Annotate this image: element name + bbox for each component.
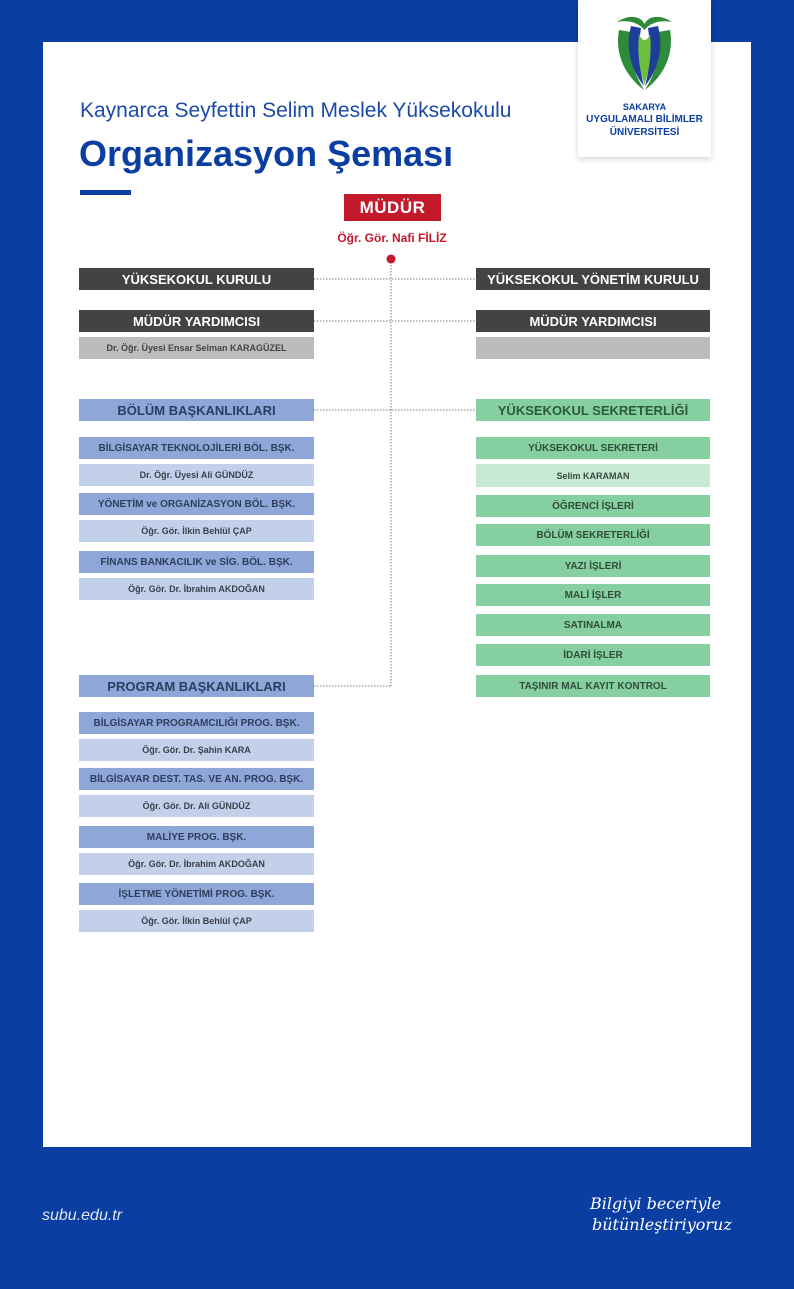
unit-box-finance[interactable]: MALİ İŞLER	[476, 584, 710, 606]
deputy-director-left-box[interactable]: MÜDÜR YARDIMCISI	[79, 310, 314, 332]
school-secretary-name: Selim KARAMAN	[476, 464, 710, 487]
director-name: Öğr. Gör. Nafi FİLİZ	[337, 231, 447, 245]
school-secretary-box[interactable]: YÜKSEKOKUL SEKRETERİ	[476, 437, 710, 459]
program-head-name: Öğr. Gör. Dr. Ali GÜNDÜZ	[79, 795, 314, 817]
program-head-name: Öğr. Gör. Dr. Şahin KARA	[79, 739, 314, 761]
department-title[interactable]: YÖNETİM ve ORGANİZASYON BÖL. BŞK.	[79, 493, 314, 515]
program-head-name: Öğr. Gör. Dr. İbrahim AKDOĞAN	[79, 853, 314, 875]
slogan-line2: bütünleştiriyoruz	[592, 1215, 732, 1234]
departments-header[interactable]: BÖLÜM BAŞKANLIKLARI	[79, 399, 314, 421]
department-title[interactable]: BİLGİSAYAR TEKNOLOJİLERİ BÖL. BŞK.	[79, 437, 314, 459]
logo-text-line2: UYGULAMALI BİLİMLER	[586, 114, 703, 125]
deputy-director-right-box[interactable]: MÜDÜR YARDIMCISI	[476, 310, 710, 332]
department-head-name: Öğr. Gör. İlkin Behlül ÇAP	[79, 520, 314, 542]
program-title[interactable]: BİLGİSAYAR PROGRAMCILIĞI PROG. BŞK.	[79, 712, 314, 734]
department-title[interactable]: FİNANS BANKACILIK ve SİG. BÖL. BŞK.	[79, 551, 314, 573]
program-head-name: Öğr. Gör. İlkin Behlül ÇAP	[79, 910, 314, 932]
unit-box-administrative[interactable]: İDARİ İŞLER	[476, 644, 710, 666]
website-link[interactable]: subu.edu.tr	[42, 1207, 123, 1224]
school-board-box[interactable]: YÜKSEKOKUL KURULU	[79, 268, 314, 290]
program-title[interactable]: MALİYE PROG. BŞK.	[79, 826, 314, 848]
slogan	[590, 1193, 760, 1235]
department-head-name: Dr. Öğr. Üyesi Ali GÜNDÜZ	[79, 464, 314, 486]
program-title[interactable]: BİLGİSAYAR DEST. TAS. VE AN. PROG. BŞK.	[79, 768, 314, 790]
school-subtitle: Kaynarca Seyfettin Selim Meslek Yüksekokulu	[80, 99, 512, 122]
slogan-line1: Bilgiyi beceriyle	[590, 1194, 722, 1213]
deputy-director-right-name	[476, 337, 710, 359]
unit-box-department-secretariat[interactable]: BÖLÜM SEKRETERLİĞİ	[476, 524, 710, 546]
unit-box-student-affairs[interactable]: ÖĞRENCİ İŞLERİ	[476, 495, 710, 517]
director-node	[387, 255, 396, 264]
secretariat-header[interactable]: YÜKSEKOKUL SEKRETERLİĞİ	[476, 399, 710, 421]
unit-box-movable-property[interactable]: TAŞINIR MAL KAYIT KONTROL	[476, 675, 710, 697]
programs-header[interactable]: PROGRAM BAŞKANLIKLARI	[79, 675, 314, 697]
program-title[interactable]: İŞLETME YÖNETİMİ PROG. BŞK.	[79, 883, 314, 905]
logo-text-line1: SAKARYA	[622, 102, 667, 112]
page-title: Organizasyon Şeması	[79, 133, 454, 174]
deputy-director-left-name: Dr. Öğr. Üyesi Ensar Selman KARAGÜZEL	[79, 337, 314, 359]
director-box[interactable]: MÜDÜR	[344, 194, 441, 221]
unit-box-correspondence[interactable]: YAZI İŞLERİ	[476, 555, 710, 577]
management-board-box[interactable]: YÜKSEKOKUL YÖNETİM KURULU	[476, 268, 710, 290]
department-head-name: Öğr. Gör. Dr. İbrahim AKDOĞAN	[79, 578, 314, 600]
logo-text-line3: ÜNİVERSİTESİ	[609, 127, 680, 138]
unit-box-procurement[interactable]: SATINALMA	[476, 614, 710, 636]
